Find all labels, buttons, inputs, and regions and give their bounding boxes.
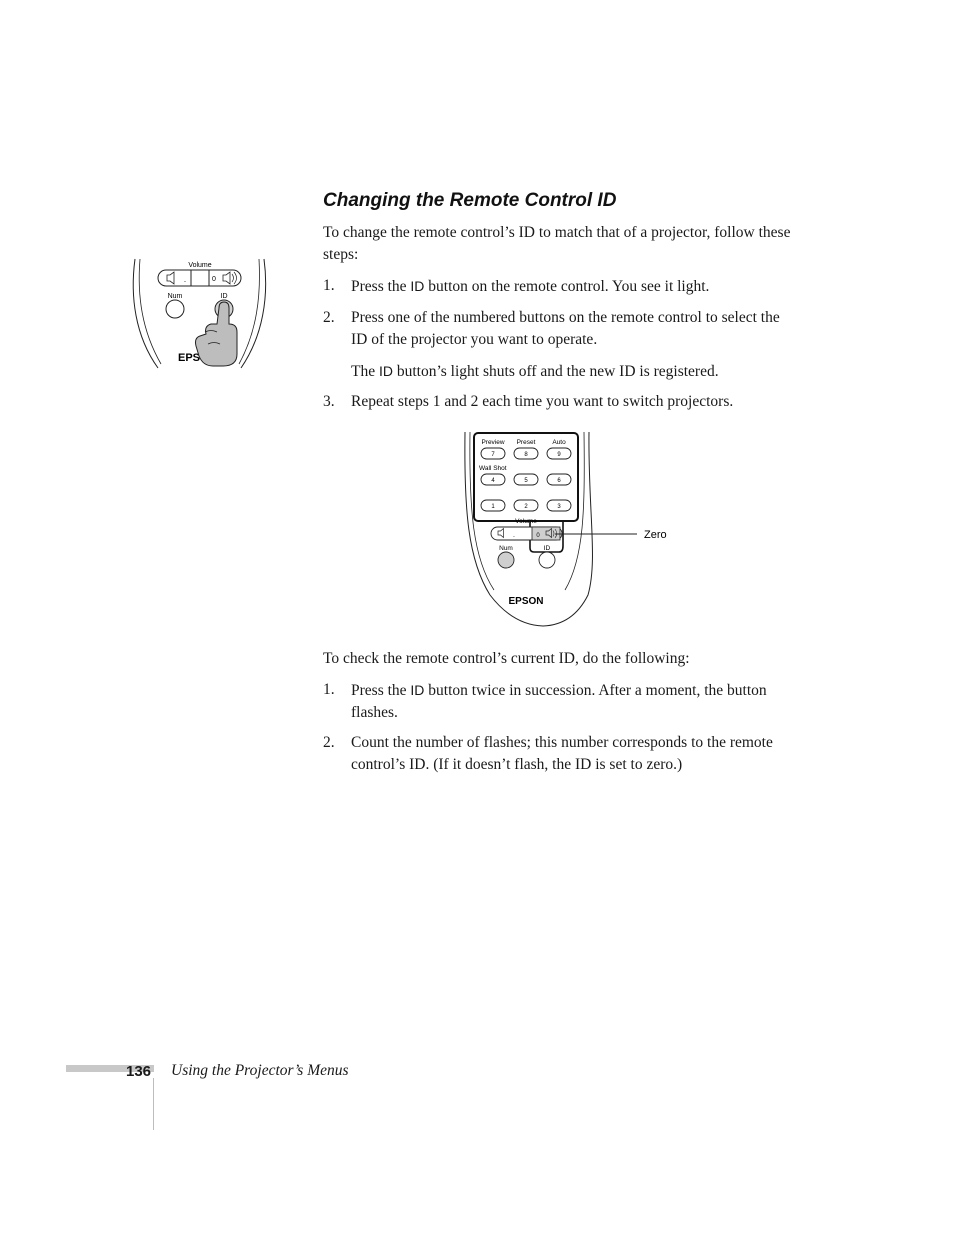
footer-title: Using the Projector’s Menus [171, 1062, 349, 1079]
step-number: 2. [323, 309, 335, 326]
svg-text:2: 2 [524, 504, 528, 510]
step-text: Press the ID button on the remote control. You see it light. [351, 278, 710, 295]
svg-text:7: 7 [491, 452, 495, 458]
step-number: 1. [323, 277, 335, 294]
step-number: 2. [323, 734, 335, 751]
svg-text:.: . [513, 532, 515, 539]
svg-text:3: 3 [557, 504, 561, 510]
brand-logo: EPSON [508, 596, 544, 607]
preset-label: Preset [516, 439, 536, 446]
svg-text:9: 9 [557, 452, 561, 458]
id-label: ID [543, 545, 551, 552]
keypad-row-2 [479, 465, 571, 485]
svg-text:8: 8 [524, 452, 528, 458]
step-number: 1. [323, 681, 335, 698]
volume-label: Volume [515, 518, 537, 525]
step-2 [323, 307, 793, 351]
num-label: Num [499, 545, 513, 552]
step-1 [323, 275, 793, 298]
step-number: 3. [323, 393, 335, 410]
volume-label: Volume [188, 262, 212, 269]
remote-id-press-illustration [125, 256, 275, 371]
preview-label: Preview [481, 439, 505, 446]
keypad-row-1 [481, 439, 571, 459]
footer-rule [153, 1078, 154, 1130]
intro-paragraph: To change the remote control’s ID to match that of a projector, follow these steps: [323, 224, 791, 263]
svg-text:0: 0 [212, 276, 216, 283]
step-text: Press one of the numbered buttons on the remote control to select the ID of the projector you want to operate. [351, 309, 780, 348]
id-label: ID [220, 293, 228, 300]
svg-text:5: 5 [524, 478, 528, 484]
id-key-label: ID [410, 682, 425, 698]
svg-text:.: . [183, 275, 187, 284]
num-button [166, 300, 184, 318]
section-heading: Changing the Remote Control ID [323, 190, 617, 211]
step-text: Repeat steps 1 and 2 each time you want to switch projectors. [351, 393, 734, 410]
num-label: Num [167, 293, 183, 300]
num-button [498, 552, 514, 568]
step-3 [323, 391, 793, 413]
check-step-1 [323, 679, 793, 724]
auto-label: Auto [552, 439, 566, 446]
step-text: Press the ID button twice in succession. After a moment, the button flashes. [351, 682, 767, 721]
svg-text:4: 4 [491, 478, 495, 484]
keypad-row-3 [481, 500, 571, 511]
svg-text:6: 6 [557, 478, 561, 484]
brand-logo: EPS [178, 352, 201, 364]
step-2-note: The ID button’s light shuts off and the new ID is registered. [351, 363, 719, 380]
page-number: 136 [126, 1063, 152, 1080]
wall-shot-label: Wall Shot [479, 465, 507, 472]
svg-text:0: 0 [536, 533, 540, 539]
check-intro-paragraph: To check the remote control’s current ID, do the following: [323, 650, 690, 667]
svg-text:1: 1 [491, 504, 495, 510]
id-button [539, 552, 555, 568]
check-step-2 [323, 732, 793, 776]
step-text: Count the number of flashes; this number corresponds to the remote control’s ID. (If it doesn’t flash, the ID is set to zero.) [351, 734, 773, 773]
id-key-label: ID [378, 363, 393, 379]
id-key-label: ID [410, 278, 425, 294]
zero-callout: Zero [644, 529, 667, 541]
remote-keypad-illustration [458, 430, 688, 630]
